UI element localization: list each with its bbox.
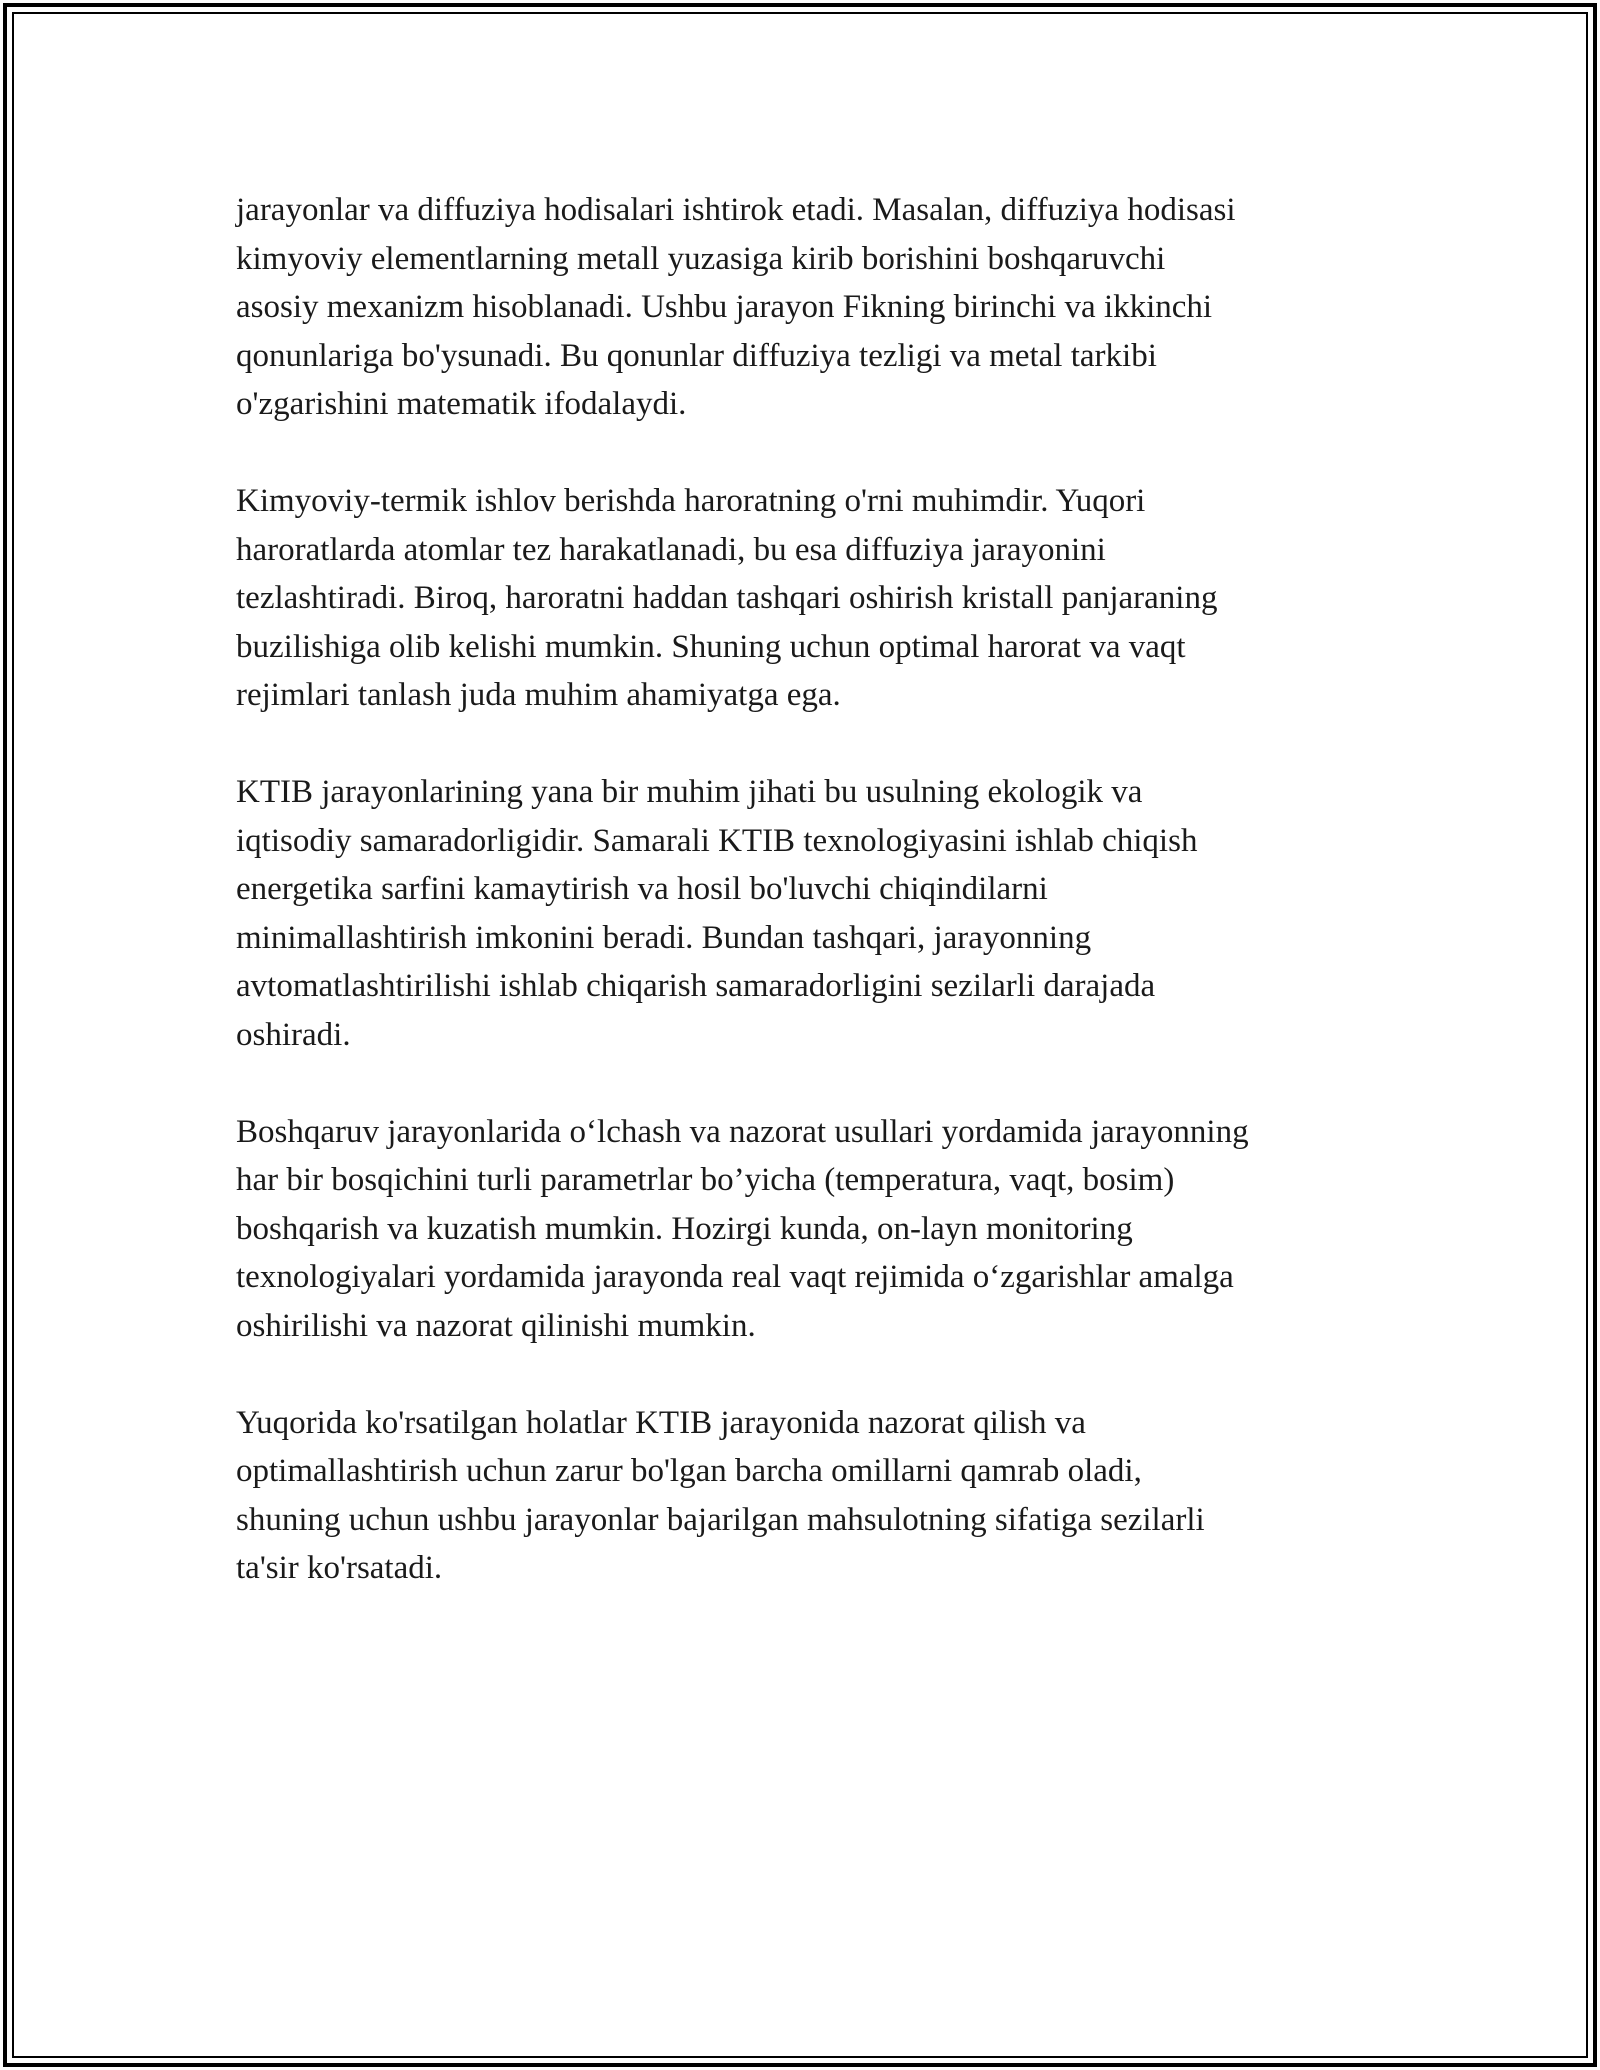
document-body [236, 186, 1386, 1593]
paragraph-temperature: Kimyoviy-termik ishlov berishda haroratning o'rni muhimdir. Yuqori haroratlarda atomlar tez harakatlanadi, bu esa diffuziya jarayonini tezlashtiradi. Biroq, haroratni haddan tashqari oshirish kristall panjaraning buzilishiga olib kelishi mumkin. Shuning uchun optimal harorat va vaqt rejimlari tanlash juda muhim ahamiyatga ega. [236, 483, 1218, 713]
paragraph-conclusion: Yuqorida ko'rsatilgan holatlar KTIB jarayonida nazorat qilish va optimallashtirish uchun zarur bo'lgan barcha omillarni qamrab oladi, shuning uchun ushbu jarayonlar bajarilgan mahsulotning sifatiga sezilarli ta'sir ko'rsatadi. [236, 1404, 1205, 1586]
paragraph-control: Boshqaruv jarayonlarida o‘lchash va nazorat usullari yordamida jarayonning har bir bosqichini turli parametrlar bo’yicha (temperatura, vaqt, bosim) boshqarish va kuzatish mumkin. Hozirgi kunda, on-layn monitoring texnologiyalari yordamida jarayonda real vaqt rejimida o‘zgarishlar amalga oshirilishi va nazorat qilinishi mumkin. [236, 1113, 1249, 1344]
paragraph-diffusion: jarayonlar va diffuziya hodisalari ishtirok etadi. Masalan, diffuziya hodisasi kimyoviy elementlarning metall yuzasiga kirib borishini boshqaruvchi asosiy mexanizm hisoblanadi. Ushbu jarayon Fikning birinchi va ikkinchi qonunlariga bo'ysunadi. Bu qonunlar diffuziya tezligi va metal tarkibi o'zgarishini matematik ifodalaydi. [236, 192, 1236, 422]
paragraph-efficiency: KTIB jarayonlarining yana bir muhim jihati bu usulning ekologik va iqtisodiy samaradorligidir. Samarali KTIB texnologiyasini ishlab chiqish energetika sarfini kamaytirish va hosil bo'luvchi chiqindilarni minimallashtirish imkonini beradi. Bundan tashqari, jarayonning avtomatlashtirilishi ishlab chiqarish samaradorligini sezilarli darajada oshiradi. [236, 774, 1198, 1053]
